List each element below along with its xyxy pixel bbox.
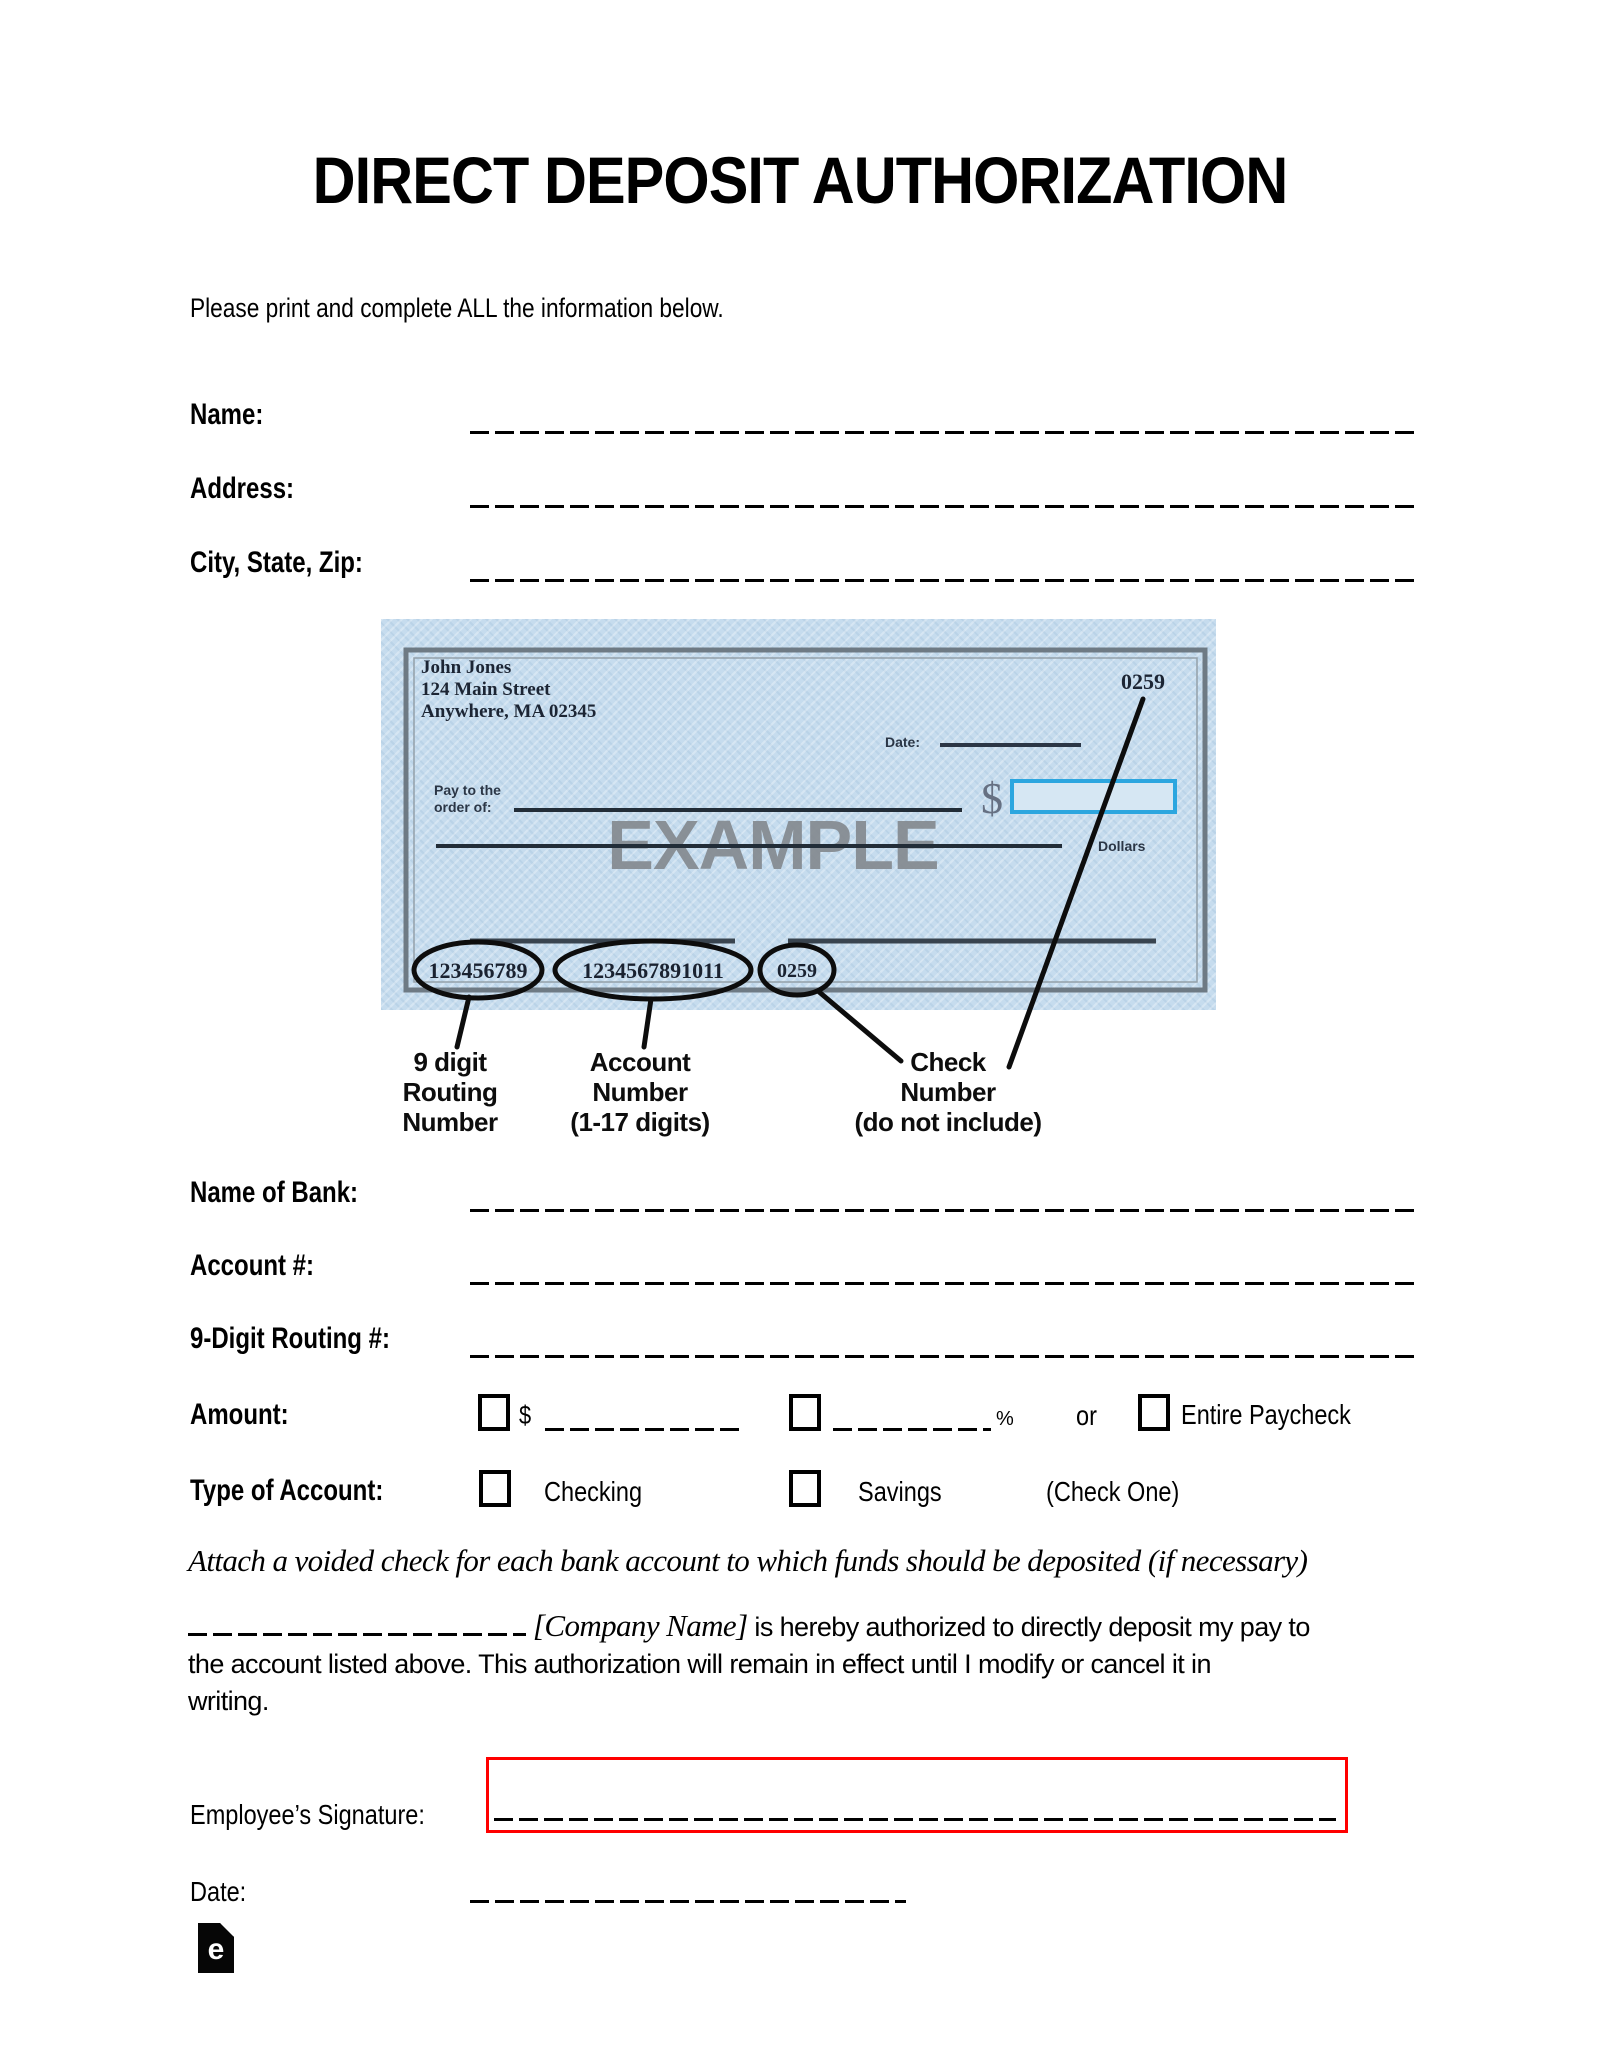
amount-entire-label: Entire Paycheck bbox=[1181, 1399, 1351, 1430]
check-dollar-sign: $ bbox=[981, 774, 1003, 823]
account-caption-1: Account bbox=[589, 1047, 691, 1077]
amount-dollar-checkbox[interactable] bbox=[478, 1394, 510, 1431]
amount-percent-input-line[interactable] bbox=[833, 1428, 991, 1431]
amount-dollar-input-line[interactable] bbox=[545, 1428, 741, 1431]
bank-name-label: Name of Bank: bbox=[190, 1176, 359, 1209]
check-payto-label-2: order of: bbox=[434, 799, 492, 815]
amount-dollar-sign: $ bbox=[519, 1400, 532, 1430]
savings-label: Savings bbox=[858, 1476, 942, 1507]
address-label: Address: bbox=[190, 472, 295, 505]
name-label: Name: bbox=[190, 398, 264, 431]
name-input-line[interactable] bbox=[470, 431, 1420, 434]
checking-label: Checking bbox=[544, 1476, 643, 1507]
account-number-text: 1234567891011 bbox=[582, 958, 724, 983]
checking-checkbox[interactable] bbox=[479, 1470, 511, 1507]
authorization-line-1-text: is hereby authorized to directly deposit my pay to bbox=[747, 1612, 1310, 1642]
attach-note: Attach a voided check for each bank account to which funds should be deposited (if necessary) bbox=[188, 1543, 1308, 1578]
account-type-label: Type of Account: bbox=[190, 1474, 384, 1507]
account-caption-2: Number bbox=[592, 1077, 688, 1107]
check-payer-name: John Jones bbox=[421, 657, 512, 678]
authorization-line-1 bbox=[188, 1607, 1310, 1646]
routing-number-label: 9-Digit Routing #: bbox=[190, 1322, 390, 1355]
company-name-placeholder: [Company Name] bbox=[532, 1608, 748, 1643]
address-input-line[interactable] bbox=[470, 505, 1420, 508]
routing-number-text: 123456789 bbox=[428, 958, 528, 983]
authorization-line-3: writing. bbox=[188, 1686, 269, 1716]
check-dollars-label: Dollars bbox=[1098, 838, 1146, 854]
eforms-logo-letter: e bbox=[207, 1933, 225, 1966]
bank-name-input-line[interactable] bbox=[470, 1209, 1420, 1212]
check-one-hint: (Check One) bbox=[1046, 1476, 1180, 1507]
amount-entire-checkbox[interactable] bbox=[1138, 1394, 1170, 1431]
city-state-zip-input-line[interactable] bbox=[470, 579, 1420, 582]
check-number-top-leader-line bbox=[1009, 699, 1143, 1067]
check-example-watermark: EXAMPLE bbox=[607, 806, 939, 884]
check-number-leader-line bbox=[818, 991, 901, 1061]
amount-label: Amount: bbox=[190, 1398, 289, 1431]
eforms-logo bbox=[198, 1923, 234, 1973]
intro-text: Please print and complete ALL the information below. bbox=[190, 293, 724, 323]
signature-highlight-box[interactable] bbox=[486, 1757, 1348, 1833]
date-label: Date: bbox=[190, 1876, 247, 1907]
date-input-line[interactable] bbox=[470, 1900, 906, 1903]
account-caption-3: (1-17 digits) bbox=[570, 1107, 710, 1137]
routing-number-input-line[interactable] bbox=[470, 1355, 1420, 1358]
employee-signature-label: Employee’s Signature: bbox=[190, 1799, 425, 1830]
check-caption-1: Check bbox=[910, 1047, 986, 1077]
authorization-line-2: the account listed above. This authorization will remain in effect until I modify or cancel it in bbox=[188, 1649, 1211, 1679]
account-number-label: Account #: bbox=[190, 1249, 315, 1282]
routing-caption-3: Number bbox=[402, 1107, 498, 1137]
check-number-top: 0259 bbox=[1121, 669, 1165, 694]
check-caption-3: (do not include) bbox=[854, 1107, 1042, 1137]
example-check-figure bbox=[381, 619, 1216, 1146]
check-date-label: Date: bbox=[885, 734, 921, 750]
account-leader-line bbox=[644, 999, 651, 1047]
check-number-bottom-text: 0259 bbox=[777, 960, 817, 982]
routing-caption-2: Routing bbox=[402, 1077, 498, 1107]
routing-leader-line bbox=[457, 997, 469, 1047]
employee-signature-input-line[interactable] bbox=[494, 1818, 1336, 1821]
amount-percent-sign: % bbox=[996, 1408, 1014, 1430]
savings-checkbox[interactable] bbox=[789, 1470, 821, 1507]
amount-or-text: or bbox=[1076, 1400, 1097, 1431]
check-payer-street: 124 Main Street bbox=[421, 679, 551, 700]
check-payer-city: Anywhere, MA 02345 bbox=[421, 701, 597, 722]
check-caption-2: Number bbox=[900, 1077, 996, 1107]
routing-caption-1: 9 digit bbox=[413, 1047, 487, 1077]
city-state-zip-label: City, State, Zip: bbox=[190, 546, 363, 579]
amount-percent-checkbox[interactable] bbox=[789, 1394, 821, 1431]
account-number-input-line[interactable] bbox=[470, 1282, 1420, 1285]
check-payto-label-1: Pay to the bbox=[434, 782, 501, 798]
company-name-input-line[interactable] bbox=[188, 1610, 526, 1636]
check-amount-box bbox=[1012, 781, 1175, 812]
page-title: DIRECT DEPOSIT AUTHORIZATION bbox=[312, 143, 1288, 217]
